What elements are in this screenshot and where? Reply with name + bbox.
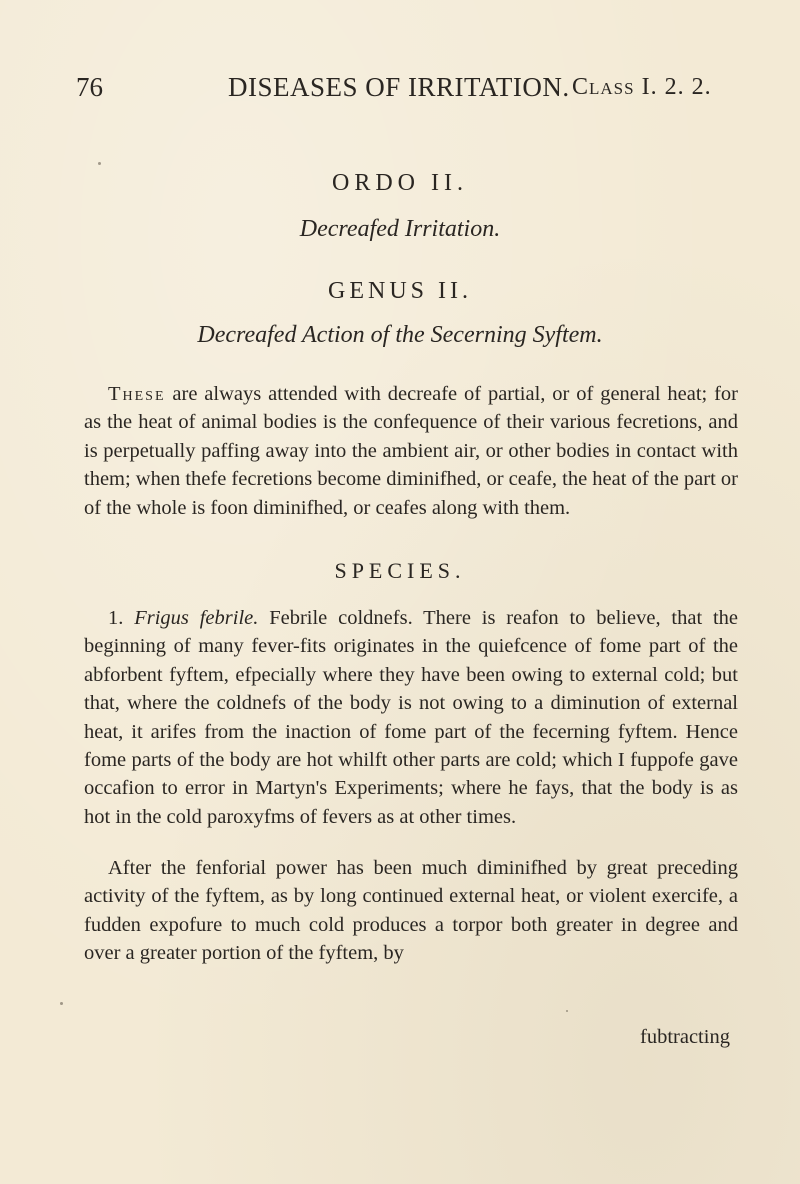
ordo-heading: ORDO II. xyxy=(332,170,468,196)
species-item-number: 1. xyxy=(108,607,124,629)
ordo-subtitle: Decreafed Irritation. xyxy=(299,216,501,242)
intro-text: are always attended with decreafe of partial, or of general heat; for as the heat of animal bodies is the confequence of their various fecretions, and is perpetually paffing away into the ambient air, or other bodies in contact with them; when thefe fecretions become diminifhed, or ceafe, the heat of the part or of the whole is foon diminifhed, or ceafes along with them. xyxy=(84,383,739,519)
paper-speck xyxy=(60,1002,63,1005)
intro-paragraph xyxy=(84,380,738,522)
species-paragraph-2 xyxy=(84,854,738,968)
genus-heading: GENUS II. xyxy=(328,278,472,304)
genus-subtitle: Decreafed Action of the Secerning Syftem. xyxy=(197,322,603,348)
intro-lead-word: These xyxy=(108,383,166,405)
species-paragraph-2-text: After the fenforial power has been much diminifhed by great preceding activity of the fyftem, as by long continued external heat, or violent exercife, a fudden expofure to much cold produces a torpor both greater in degree and over a greater portion of the fyftem, by xyxy=(84,857,738,965)
running-title: DISEASES OF IRRITATION. xyxy=(228,72,570,102)
paper-speck xyxy=(98,162,101,165)
species-paragraph-1-text: Febrile coldnefs. There is reafon to believe, that the beginning of many fever-fits originates in the quiefcence of fome part of the abforbent fyftem, efpecially where they have been owing to external cold; but that, where the coldnefs of the body is not owing to a diminution of external heat, it arifes from the inaction of fome part of the fecerning fyftem. Hence fome parts of the body are hot whilft other parts are cold; which I fuppofe gave occafion to error in Martyn's Experiments; where he fays, that the body is as hot in the cold paroxyfms of fevers as at other times. xyxy=(84,607,739,828)
paper-speck xyxy=(566,1010,568,1012)
running-header xyxy=(76,72,712,106)
class-reference: Class I. 2. 2. xyxy=(572,74,712,100)
species-item-name: Frigus febrile. xyxy=(134,607,259,629)
page-number: 76 xyxy=(76,72,103,102)
species-heading: SPECIES. xyxy=(334,558,466,583)
catchword: fubtracting xyxy=(640,1026,730,1048)
species-paragraph-1 xyxy=(84,604,738,831)
